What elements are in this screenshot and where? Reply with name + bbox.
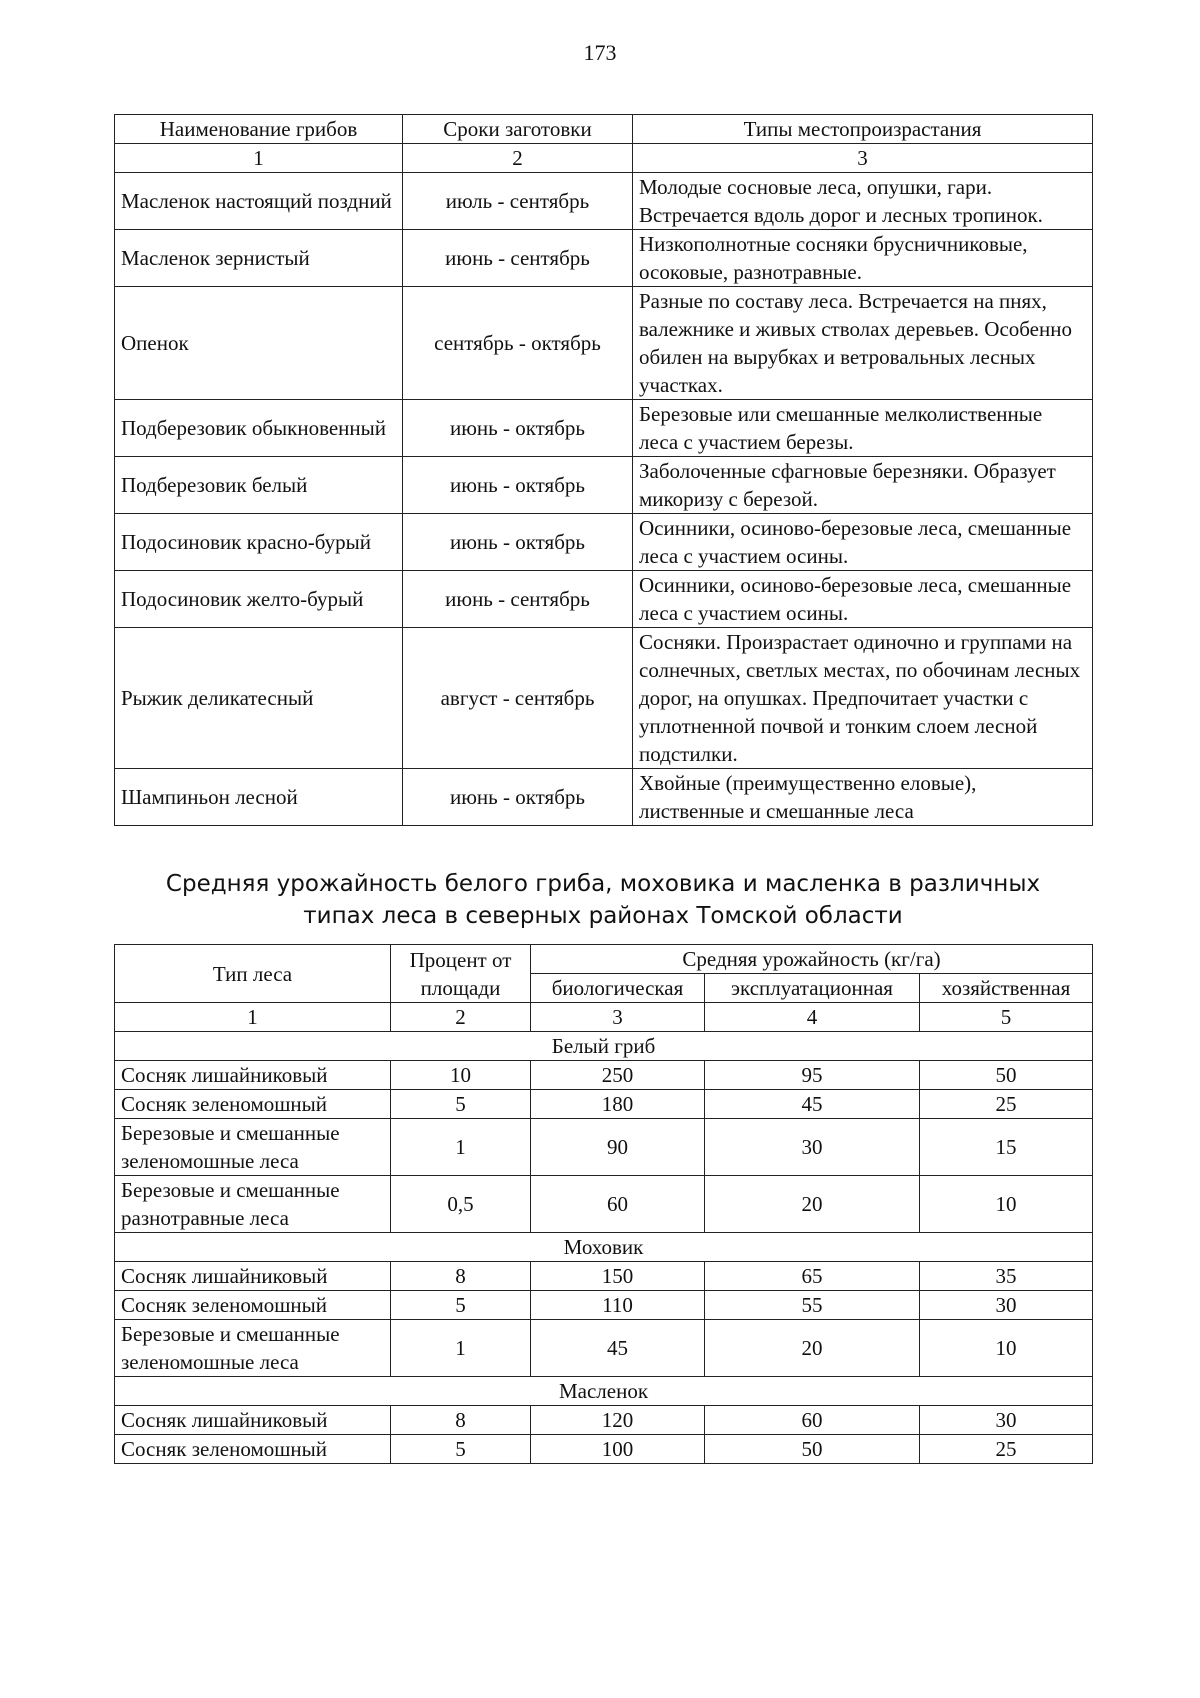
mushroom-name-cell: Подберезовик белый [115,457,403,514]
habitat-cell: Осинники, осиново-березовые леса, смешанные леса с участием осины. [633,571,1093,628]
forest-type-cell: Сосняк лишайниковый [115,1406,391,1435]
operational-yield-cell: 30 [705,1119,920,1176]
forest-type-cell: Сосняк зеленомошный [115,1435,391,1464]
yield-table-title [114,868,1092,932]
biological-yield-cell: 100 [531,1435,705,1464]
forest-type-cell: Березовые и смешанные зеленомошные леса [115,1320,391,1377]
column-header-biological: биологическая [531,974,705,1003]
column-number: 4 [705,1003,920,1032]
table-row [115,1262,1093,1291]
habitat-cell: Разные по составу леса. Встречается на пнях, валежнике и живых стволах деревьев. Особенно обилен на вырубках и ветровальных лесных участках. [633,287,1093,400]
harvest-terms-cell: июль - сентябрь [403,173,633,230]
harvest-terms-cell: июнь - октябрь [403,457,633,514]
area-percent-cell: 5 [391,1435,531,1464]
table-row [115,457,1093,514]
yield-title-line-1: Средняя урожайность белого гриба, моховика и масленка в различных [165,871,1041,897]
harvest-terms-table [114,114,1093,826]
operational-yield-cell: 60 [705,1406,920,1435]
area-percent-cell: 8 [391,1262,531,1291]
column-header-forest-type: Тип леса [115,945,391,1003]
group-header-row [115,1377,1093,1406]
economic-yield-cell: 35 [920,1262,1093,1291]
mushroom-name-cell: Шампиньон лесной [115,769,403,826]
harvest-terms-cell: сентябрь - октябрь [403,287,633,400]
operational-yield-cell: 55 [705,1291,920,1320]
table-row [115,769,1093,826]
operational-yield-cell: 20 [705,1176,920,1233]
table-row [115,514,1093,571]
yield-table-body [115,1032,1093,1464]
habitat-cell: Хвойные (преимущественно еловые), лиственные и смешанные леса [633,769,1093,826]
biological-yield-cell: 110 [531,1291,705,1320]
area-percent-cell: 8 [391,1406,531,1435]
column-number: 1 [115,144,403,173]
table-row [115,1176,1093,1233]
page-number: 173 [583,40,617,65]
table-row [115,571,1093,628]
area-percent-cell: 5 [391,1291,531,1320]
operational-yield-cell: 45 [705,1090,920,1119]
economic-yield-cell: 15 [920,1119,1093,1176]
biological-yield-cell: 90 [531,1119,705,1176]
forest-type-cell: Сосняк лишайниковый [115,1262,391,1291]
column-number: 3 [531,1003,705,1032]
column-header-area-percent: Процент от площади [391,945,531,1003]
area-percent-cell: 0,5 [391,1176,531,1233]
group-header-row [115,1032,1093,1061]
operational-yield-cell: 65 [705,1262,920,1291]
economic-yield-cell: 10 [920,1320,1093,1377]
column-number: 2 [391,1003,531,1032]
column-header-harvest-terms: Сроки заготовки [403,115,633,144]
habitat-cell: Березовые или смешанные мелколиственные леса с участием березы. [633,400,1093,457]
harvest-terms-cell: июнь - октябрь [403,400,633,457]
habitat-cell: Молодые сосновые леса, опушки, гари. Встречается вдоль дорог и лесных тропинок. [633,173,1093,230]
table-row [115,230,1093,287]
column-header-operational: эксплуатационная [705,974,920,1003]
area-percent-cell: 1 [391,1320,531,1377]
table-row [115,287,1093,400]
biological-yield-cell: 60 [531,1176,705,1233]
biological-yield-cell: 120 [531,1406,705,1435]
operational-yield-cell: 95 [705,1061,920,1090]
column-number: 3 [633,144,1093,173]
harvest-terms-cell: август - сентябрь [403,628,633,769]
table-row [115,1090,1093,1119]
table-row [115,1435,1093,1464]
column-header-average-yield: Средняя урожайность (кг/га) [531,945,1093,974]
mushroom-group-label: Масленок [115,1377,1093,1406]
economic-yield-cell: 30 [920,1406,1093,1435]
habitat-cell: Сосняки. Произрастает одиночно и группами на солнечных, светлых местах, по обочинам лесных дорог, на опушках. Предпочитает участки с уплотненной почвой и тонким слоем лесной подстилки. [633,628,1093,769]
harvest-terms-cell: июнь - октябрь [403,769,633,826]
yield-title-line-2: типах леса в северных районах Томской области [303,903,903,929]
biological-yield-cell: 150 [531,1262,705,1291]
mushroom-group-label: Белый гриб [115,1032,1093,1061]
mushroom-name-cell: Масленок настоящий поздний [115,173,403,230]
economic-yield-cell: 25 [920,1090,1093,1119]
column-header-economic: хозяйственная [920,974,1093,1003]
harvest-table-body [115,173,1093,826]
column-number: 5 [920,1003,1093,1032]
mushroom-name-cell: Масленок зернистый [115,230,403,287]
harvest-terms-cell: июнь - октябрь [403,514,633,571]
table-row [115,1061,1093,1090]
economic-yield-cell: 25 [920,1435,1093,1464]
mushroom-name-cell: Рыжик деликатесный [115,628,403,769]
area-percent-cell: 10 [391,1061,531,1090]
table-row [115,1320,1093,1377]
biological-yield-cell: 45 [531,1320,705,1377]
economic-yield-cell: 30 [920,1291,1093,1320]
forest-type-cell: Березовые и смешанные разнотравные леса [115,1176,391,1233]
column-header-mushroom-name: Наименование грибов [115,115,403,144]
operational-yield-cell: 50 [705,1435,920,1464]
habitat-cell: Заболоченные сфагновые березняки. Образует микоризу с березой. [633,457,1093,514]
group-header-row [115,1233,1093,1262]
biological-yield-cell: 250 [531,1061,705,1090]
table-row [115,1119,1093,1176]
biological-yield-cell: 180 [531,1090,705,1119]
column-header-habitat: Типы местопроизрастания [633,115,1093,144]
mushroom-name-cell: Подосиновик желто-бурый [115,571,403,628]
table-row [115,400,1093,457]
forest-type-cell: Березовые и смешанные зеленомошные леса [115,1119,391,1176]
table-row [115,1406,1093,1435]
yield-table [114,944,1093,1464]
column-number-row [115,144,1093,173]
harvest-terms-cell: июнь - сентябрь [403,230,633,287]
forest-type-cell: Сосняк лишайниковый [115,1061,391,1090]
operational-yield-cell: 20 [705,1320,920,1377]
area-percent-cell: 5 [391,1090,531,1119]
column-number-row [115,1003,1093,1032]
table-row [115,628,1093,769]
mushroom-name-cell: Опенок [115,287,403,400]
harvest-terms-cell: июнь - сентябрь [403,571,633,628]
habitat-cell: Осинники, осиново-березовые леса, смешанные леса с участием осины. [633,514,1093,571]
column-number: 2 [403,144,633,173]
forest-type-cell: Сосняк зеленомошный [115,1291,391,1320]
table-row [115,1291,1093,1320]
economic-yield-cell: 10 [920,1176,1093,1233]
mushroom-group-label: Моховик [115,1233,1093,1262]
table-header-row [115,115,1093,144]
column-number: 1 [115,1003,391,1032]
mushroom-name-cell: Подосиновик красно-бурый [115,514,403,571]
forest-type-cell: Сосняк зеленомошный [115,1090,391,1119]
area-percent-cell: 1 [391,1119,531,1176]
economic-yield-cell: 50 [920,1061,1093,1090]
habitat-cell: Низкополнотные сосняки брусничниковые, осоковые, разнотравные. [633,230,1093,287]
table-row [115,173,1093,230]
mushroom-name-cell: Подберезовик обыкновенный [115,400,403,457]
yield-header-row [115,945,1093,974]
